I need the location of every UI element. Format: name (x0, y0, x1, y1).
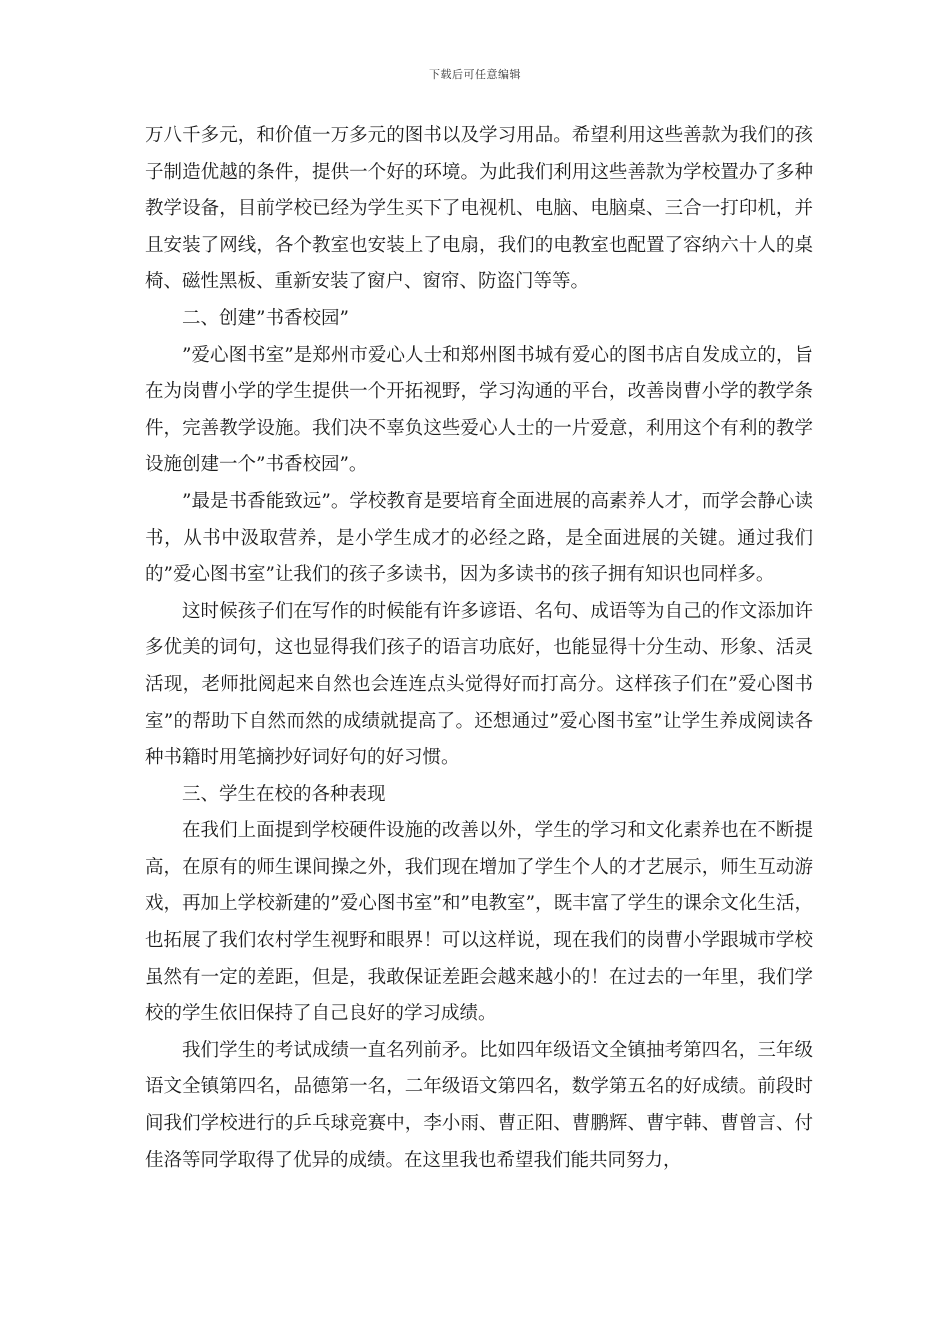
document-body (145, 118, 813, 1179)
section-heading-2: 二、创建”书香校园” (182, 307, 349, 329)
paragraph: 这时候孩子们在写作的时候能有许多谚语、名句、成语等为自己的作文添加许多优美的词句，这也显得我们孩子的语言功底好，也能显得十分生动、形象、活灵活现，老师批阅起来自然也会连连点头觉得好而打高分。这样孩子们在”爱心图书室”的帮助下自然而然的成绩就提高了。还想通过”爱心图书室”让学生养成阅读各种书籍时用笔摘抄好词好句的好习惯。 (145, 600, 813, 769)
paragraph: 我们学生的考试成绩一直名列前矛。比如四年级语文全镇抽考第四名，三年级语文全镇第四名，品德第一名，二年级语文第四名，数学第五名的好成绩。前段时间我们学校进行的乒乓球竞赛中，李小雨、曹正阳、曹鹏辉、曹宇韩、曹曾言、付佳洛等同学取得了优异的成绩。在这里我也希望我们能共同努力， (145, 1039, 813, 1171)
paragraph: ”最是书香能致远”。学校教育是要培育全面进展的高素养人才，而学会静心读书，从书中汲取营养，是小学生成才的必经之路，是全面进展的关键。通过我们的”爱心图书室”让我们的孩子多读书，因为多读书的孩子拥有知识也同样多。 (145, 490, 813, 586)
paragraph: 在我们上面提到学校硬件设施的改善以外，学生的学习和文化素养也在不断提高，在原有的师生课间操之外，我们现在增加了学生个人的才艺展示，师生互动游戏，再加上学校新建的”爱心图书室”和”电教室”，既丰富了学生的课余文化生活，也拓展了我们农村学生视野和眼界！可以这样说，现在我们的岗曹小学跟城市学校虽然有一定的差距，但是，我敢保证差距会越来越小的！在过去的一年里，我们学校的学生依旧保持了自己良好的学习成绩。 (145, 820, 813, 1025)
paragraph-continued: 万八千多元，和价值一万多元的图书以及学习用品。希望利用这些善款为我们的孩子制造优越的条件，提供一个好的环境。为此我们利用这些善款为学校置办了多种教学设备，目前学校已经为学生买下了电视机、电脑、电脑桌、三合一打印机，并且安装了网线，各个教室也安装上了电扇，我们的电教室也配置了容纳六十人的桌椅、磁性黑板、重新安装了窗户、窗帘、防盗门等等。 (145, 125, 813, 293)
paragraph: ”爱心图书室”是郑州市爱心人士和郑州图书城有爱心的图书店自发成立的，旨在为岗曹小学的学生提供一个开拓视野，学习沟通的平台，改善岗曹小学的教学条件，完善教学设施。我们决不辜负这些爱心人士的一片爱意，利用这个有利的教学设施创建一个”书香校园”。 (145, 344, 813, 476)
section-heading-3: 三、学生在校的各种表现 (182, 783, 386, 805)
page-header-note: 下载后可任意编辑 (429, 68, 521, 81)
